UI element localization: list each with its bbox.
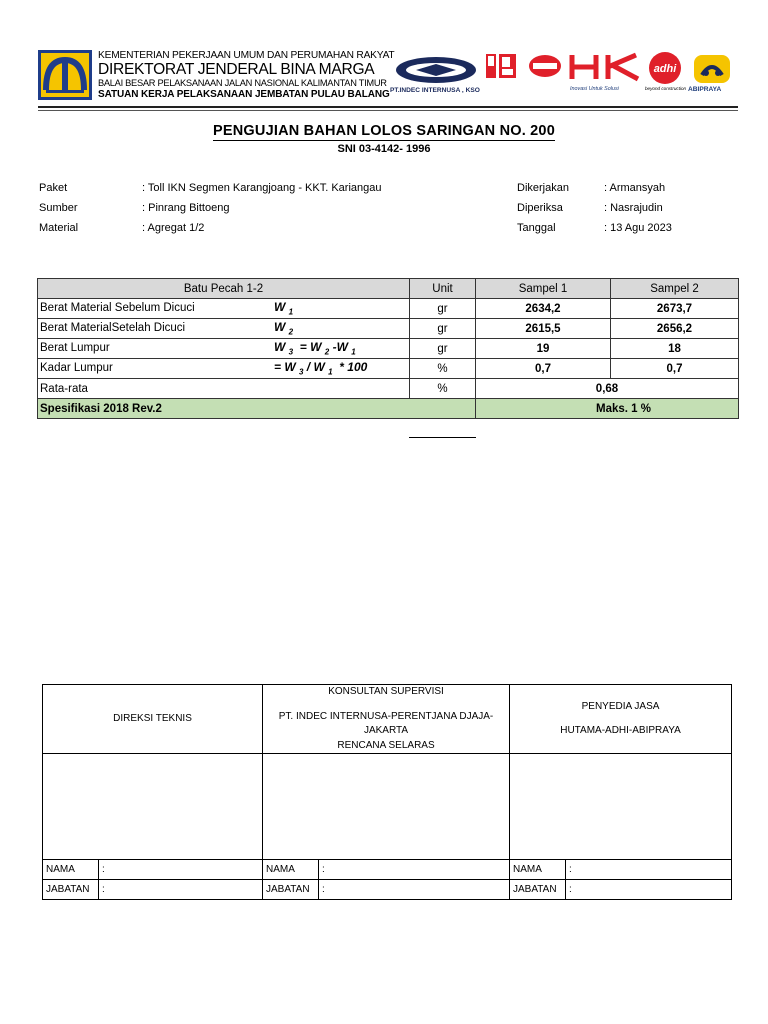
ministry-line-3: BALAI BESAR PELAKSANAAN JALAN NASIONAL KALIMANTAN TIMUR: [98, 77, 387, 88]
table-row: [38, 339, 739, 359]
row-sampel-1: 2634,2: [476, 299, 611, 319]
jabatan-value: :: [99, 880, 263, 900]
average-row: [38, 379, 739, 399]
table-row: [38, 299, 739, 319]
ministry-line-1: KEMENTERIAN PEKERJAAN UMUM DAN PERUMAHAN RAKYAT: [98, 50, 395, 61]
nama-label: NAMA: [263, 860, 319, 880]
paket-label: Paket: [39, 182, 68, 194]
row-label: Berat MaterialSetelah Dicuci: [40, 322, 186, 335]
ministry-line-4: SATUAN KERJA PELAKSANAAN JEMBATAN PULAU BALANG: [98, 89, 390, 101]
pp-logo: [484, 52, 518, 80]
indec-logo: [394, 53, 478, 87]
formula-w1: W $_1$: [274, 300, 294, 317]
penyedia-jasa-title: PENYEDIA JASA: [581, 700, 660, 712]
row-sampel-2: 0,7: [611, 359, 739, 379]
row-label-cell: [38, 299, 410, 319]
jabatan-value: :: [319, 880, 510, 900]
ministry-text: [98, 51, 398, 100]
material-value: : Agregat 1/2: [142, 222, 205, 234]
table-header-row: [38, 279, 739, 299]
signature-space-row: [43, 754, 732, 860]
signature-header-row: [43, 685, 732, 754]
row-label-cell: [38, 319, 410, 339]
hutama-karya-logo: [566, 51, 646, 83]
spacer: [263, 700, 509, 710]
ss-logo: [527, 52, 563, 80]
header-unit: Unit: [410, 279, 476, 299]
row-sampel-2: 2673,7: [611, 299, 739, 319]
jabatan-value: :: [566, 880, 732, 900]
diperiksa-value: : Nasrajudin: [604, 202, 663, 214]
row-sampel-2: 18: [611, 339, 739, 359]
hk-tagline: Inovasi Untuk Solusi: [570, 86, 619, 92]
formula-w2: W $_2$: [274, 320, 294, 337]
diperiksa-label: Diperiksa: [517, 202, 563, 214]
row-unit: gr: [410, 299, 476, 319]
nama-value: :: [566, 860, 732, 880]
header-sampel-1: Sampel 1: [476, 279, 611, 299]
header-sampel-2: Sampel 2: [611, 279, 739, 299]
ministry-line-2: DIREKTORAT JENDERAL BINA MARGA: [98, 61, 375, 79]
formula-kadar: = W $_3$ / W $_1$ * 100: [274, 360, 368, 377]
signature-space-konsultan: [263, 754, 510, 860]
sumber-value: : Pinrang Bittoeng: [142, 202, 230, 214]
signature-space-direksi: [43, 754, 263, 860]
nama-label: NAMA: [43, 860, 99, 880]
tanggal-label: Tanggal: [517, 222, 556, 234]
adhi-logo: [648, 51, 682, 85]
row-label-cell: [38, 339, 410, 359]
nama-value: :: [319, 860, 510, 880]
header-item: Batu Pecah 1-2: [38, 279, 410, 299]
paket-value: : Toll IKN Segmen Karangjoang - KKT. Kariangau: [142, 182, 382, 194]
document-subtitle: SNI 03-4142- 1996: [337, 143, 431, 155]
penyedia-jasa-line-1: HUTAMA-ADHI-ABIPRAYA: [560, 725, 681, 736]
abipraya-caption: ABIPRAYA: [688, 86, 722, 93]
row-sampel-1: 19: [476, 339, 611, 359]
nama-label: NAMA: [510, 860, 566, 880]
signature-table: [42, 684, 732, 900]
spacer: [510, 714, 731, 724]
row-sampel-2: 2656,2: [611, 319, 739, 339]
penyedia-jasa-block: [510, 685, 732, 754]
row-label: Berat Lumpur: [40, 342, 110, 355]
header-divider-thin: [38, 110, 738, 111]
tanggal-value: : 13 Agu 2023: [604, 222, 672, 234]
jabatan-label: JABATAN: [263, 880, 319, 900]
document-title-text: PENGUJIAN BAHAN LOLOS SARINGAN NO. 200: [213, 123, 555, 139]
divider-short: [409, 437, 476, 438]
formula-w3: W $_3$ = W $_2$ -W $_1$: [274, 340, 356, 357]
row-sampel-1: 2615,5: [476, 319, 611, 339]
jabatan-row: [43, 880, 732, 900]
konsultan-supervisi-title: KONSULTAN SUPERVISI: [328, 686, 444, 697]
abipraya-logo: [692, 53, 732, 85]
konsultan-supervisi-line-1: PT. INDEC INTERNUSA-PERENTJANA DJAJA-JAKARTA: [278, 710, 494, 736]
konsultan-supervisi-line-2: RENCANA SELARAS: [337, 739, 435, 751]
header-divider-thick: [38, 106, 738, 108]
spec-label: Spesifikasi 2018 Rev.2: [38, 399, 476, 419]
nama-row: [43, 860, 732, 880]
row-label-cell: [38, 359, 410, 379]
signature-space-penyedia: [510, 754, 732, 860]
direksi-teknis-title: DIREKSI TEKNIS: [43, 685, 263, 754]
spec-row: [38, 399, 739, 419]
nama-value: :: [99, 860, 263, 880]
material-label: Material: [39, 222, 79, 234]
row-unit: gr: [410, 319, 476, 339]
letterhead: [38, 49, 738, 101]
adhi-tagline: beyond construction: [645, 86, 687, 91]
spec-value: Maks. 1 %: [476, 399, 739, 419]
pu-ministry-logo: [38, 50, 92, 100]
average-label: Rata-rata: [38, 379, 410, 399]
sumber-label: Sumber: [39, 202, 78, 214]
indec-caption: PT.INDEC INTERNUSA , KSO: [390, 87, 480, 94]
jabatan-label: JABATAN: [43, 880, 99, 900]
document-title: [0, 123, 768, 139]
konsultan-supervisi-block: [263, 685, 510, 754]
dikerjakan-value: : Armansyah: [604, 182, 666, 194]
row-unit: %: [410, 359, 476, 379]
average-value: 0,68: [476, 379, 739, 399]
row-label: Kadar Lumpur: [40, 362, 113, 375]
results-table: [37, 278, 739, 419]
dikerjakan-label: Dikerjakan: [517, 182, 569, 194]
row-label: Berat Material Sebelum Dicuci: [40, 302, 195, 315]
row-sampel-1: 0,7: [476, 359, 611, 379]
table-row: [38, 359, 739, 379]
average-unit: %: [410, 379, 476, 399]
adhi-logo-text: adhi: [653, 63, 677, 75]
jabatan-label: JABATAN: [510, 880, 566, 900]
table-row: [38, 319, 739, 339]
row-unit: gr: [410, 339, 476, 359]
